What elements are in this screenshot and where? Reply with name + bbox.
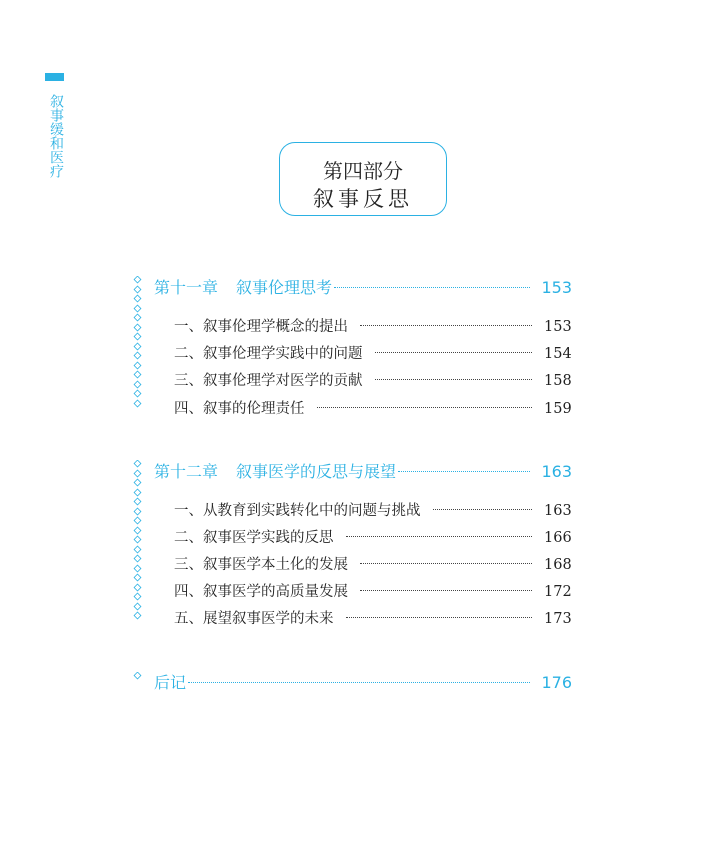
diamond-ornament [133, 361, 141, 369]
page-number: 173 [544, 611, 572, 627]
diamond-ornament [133, 498, 141, 506]
dot-leader [375, 351, 533, 353]
dot-leader [360, 589, 532, 591]
dot-leader [346, 616, 533, 618]
toc-section-row[interactable] [174, 499, 570, 520]
dot-leader [188, 681, 530, 683]
section-title: 三、叙事医学本土化的发展 [174, 557, 348, 573]
page-number: 172 [544, 584, 572, 600]
diamond-ornament [133, 574, 141, 582]
toc-afterword-row[interactable] [154, 670, 572, 693]
part-title: 叙事反思 [313, 187, 413, 211]
dot-leader [317, 406, 533, 408]
toc-section-row[interactable] [174, 580, 570, 601]
page-number: 176 [541, 673, 572, 692]
diamond-ornament [133, 333, 141, 341]
diamond-ornament [133, 460, 141, 467]
diamond-ornament [133, 583, 141, 591]
diamond-ornament [133, 323, 141, 331]
chapter-number: 第十一章 [154, 278, 219, 297]
toc-section-row[interactable] [174, 397, 570, 418]
chapter-diamond-border [132, 460, 142, 630]
toc-section-row[interactable] [174, 342, 570, 363]
diamond-ornament [133, 371, 141, 379]
page-number: 158 [544, 373, 572, 389]
page-number: 153 [541, 278, 572, 297]
page-number: 166 [544, 530, 572, 546]
diamond-ornament [133, 342, 141, 350]
page-number: 154 [544, 346, 572, 362]
diamond-ornament [133, 602, 141, 610]
diamond-ornament [133, 304, 141, 312]
diamond-ornament [133, 295, 141, 303]
section-title: 一、叙事伦理学概念的提出 [174, 319, 348, 335]
toc-section-row[interactable] [174, 315, 570, 336]
dot-leader [375, 378, 533, 380]
diamond-ornament [133, 612, 141, 620]
section-title: 四、叙事的伦理责任 [174, 401, 305, 417]
diamond-ornament [133, 488, 141, 496]
chapter-title: 叙事伦理思考 [236, 278, 333, 297]
chapter-diamond-border [132, 276, 142, 418]
diamond-ornament [133, 536, 141, 544]
running-head-title: 叙事缓和医疗 [48, 94, 64, 178]
diamond-ornament [133, 276, 141, 283]
diamond-ornament [133, 285, 141, 293]
diamond-ornament [133, 672, 141, 679]
diamond-ornament [133, 352, 141, 360]
dot-leader [334, 286, 530, 288]
diamond-ornament [133, 555, 141, 563]
diamond-ornament [133, 507, 141, 515]
chapter-title: 叙事医学的反思与展望 [236, 462, 397, 481]
diamond-ornament [133, 526, 141, 534]
dot-leader [433, 508, 533, 510]
diamond-ornament [133, 469, 141, 477]
diamond-ornament [133, 545, 141, 553]
section-title: 五、展望叙事医学的未来 [174, 611, 334, 627]
diamond-ornament [133, 479, 141, 487]
dot-leader [360, 324, 532, 326]
diamond-ornament [133, 314, 141, 322]
section-title: 二、叙事伦理学实践中的问题 [174, 346, 363, 362]
diamond-ornament [133, 390, 141, 398]
page-number: 153 [544, 319, 572, 335]
side-color-bar [45, 73, 64, 81]
toc-section-row[interactable] [174, 526, 570, 547]
dot-leader [346, 535, 533, 537]
diamond-ornament [133, 517, 141, 525]
part-number: 第四部分 [323, 159, 403, 183]
toc-section-row[interactable] [174, 369, 570, 390]
diamond-ornament [133, 399, 141, 407]
section-title: 三、叙事伦理学对医学的贡献 [174, 373, 363, 389]
toc-chapter-row[interactable] [154, 459, 572, 482]
diamond-ornament [133, 380, 141, 388]
afterword-diamond [132, 672, 142, 689]
afterword-title: 后记 [154, 673, 187, 692]
chapter-number: 第十二章 [154, 462, 219, 481]
page-number: 163 [541, 462, 572, 481]
page-number: 159 [544, 401, 572, 417]
diamond-ornament [133, 593, 141, 601]
page-number: 168 [544, 557, 572, 573]
section-title: 二、叙事医学实践的反思 [174, 530, 334, 546]
section-title: 一、从教育到实践转化中的问题与挑战 [174, 503, 421, 519]
diamond-ornament [133, 564, 141, 572]
section-title: 四、叙事医学的高质量发展 [174, 584, 348, 600]
toc-section-row[interactable] [174, 607, 570, 628]
dot-leader [398, 470, 530, 472]
dot-leader [360, 562, 532, 564]
page-number: 163 [544, 503, 572, 519]
toc-chapter-row[interactable] [154, 275, 572, 298]
toc-section-row[interactable] [174, 553, 570, 574]
part-heading-box [279, 142, 447, 216]
